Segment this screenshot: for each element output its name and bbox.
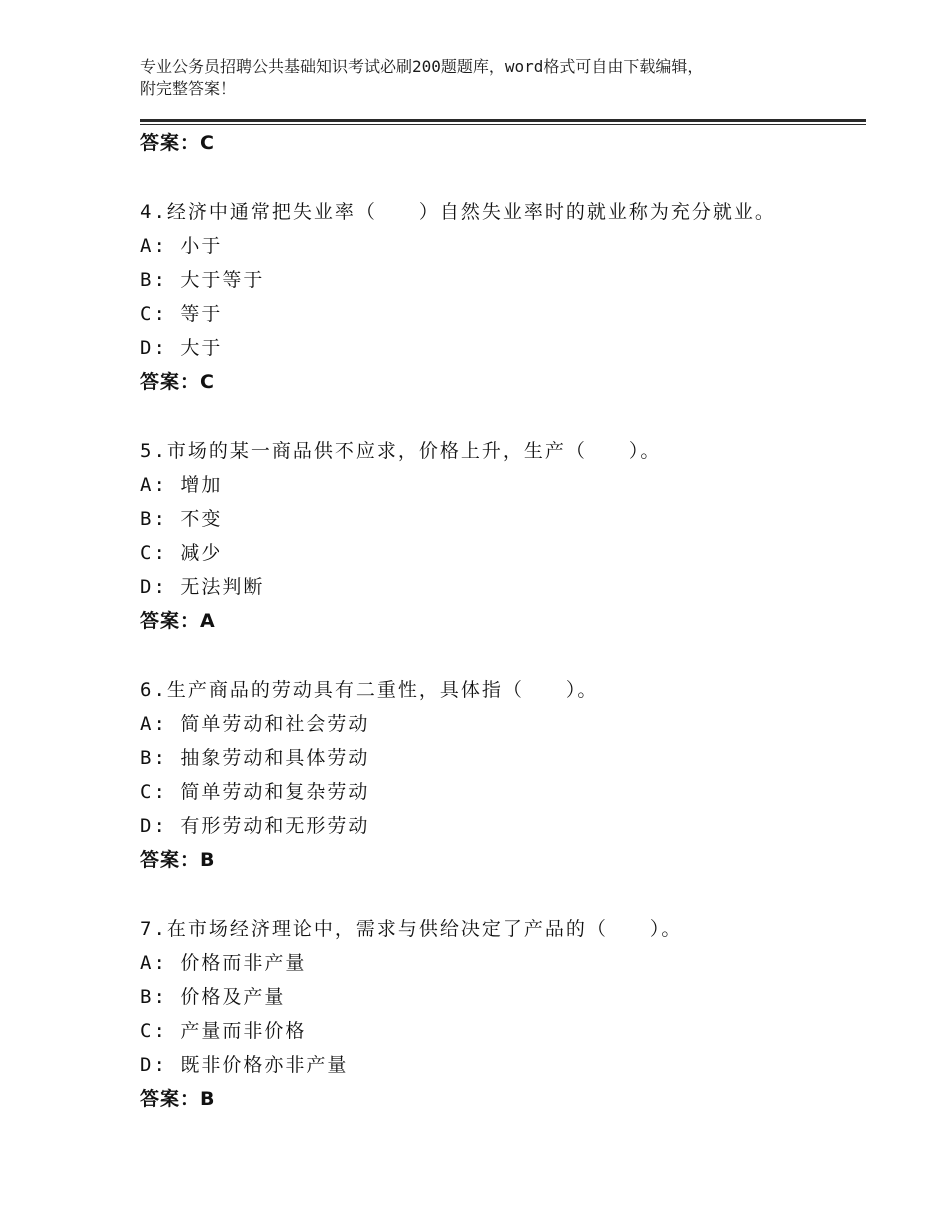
answer-line bbox=[140, 131, 215, 155]
option-a: A: 价格而非产量 bbox=[140, 952, 307, 974]
answer-label: 答案： bbox=[140, 610, 201, 632]
option-b: B: 抽象劳动和具体劳动 bbox=[140, 747, 370, 769]
answer-value: C bbox=[200, 371, 215, 393]
answer-value: B bbox=[200, 1088, 216, 1110]
header-divider-thick bbox=[140, 119, 866, 122]
header-line-2: 附完整答案！ bbox=[140, 79, 237, 98]
header-divider-thin bbox=[140, 124, 866, 125]
answer-label: 答案： bbox=[140, 371, 201, 393]
question-stem: 7.在市场经济理论中，需求与供给决定了产品的（ ）。 bbox=[140, 918, 683, 940]
option-b: B: 大于等于 bbox=[140, 269, 265, 291]
option-a: A: 小于 bbox=[140, 235, 223, 257]
question-stem: 6.生产商品的劳动具有二重性，具体指（ ）。 bbox=[140, 679, 599, 701]
document-header bbox=[140, 56, 830, 100]
answer-value: A bbox=[200, 610, 216, 632]
header-line-1: 专业公务员招聘公共基础知识考试必刷200题题库，word格式可自由下载编辑， bbox=[140, 57, 704, 76]
option-d: D: 有形劳动和无形劳动 bbox=[140, 815, 370, 837]
option-c: C: 减少 bbox=[140, 542, 223, 564]
answer-value: B bbox=[200, 849, 216, 871]
answer-line bbox=[140, 609, 216, 633]
question-stem: 5.市场的某一商品供不应求，价格上升，生产（ ）。 bbox=[140, 440, 662, 462]
option-b: B: 不变 bbox=[140, 508, 223, 530]
option-b: B: 价格及产量 bbox=[140, 986, 286, 1008]
option-d: D: 既非价格亦非产量 bbox=[140, 1054, 349, 1076]
option-d: D: 无法判断 bbox=[140, 576, 265, 598]
answer-label: 答案： bbox=[140, 849, 201, 871]
answer-line bbox=[140, 370, 215, 394]
question-stem: 4.经济中通常把失业率（ ）自然失业率时的就业称为充分就业。 bbox=[140, 201, 776, 223]
option-c: C: 等于 bbox=[140, 303, 223, 325]
answer-line bbox=[140, 848, 216, 872]
answer-label: 答案： bbox=[140, 132, 201, 154]
option-d: D: 大于 bbox=[140, 337, 223, 359]
answer-line bbox=[140, 1087, 216, 1111]
answer-value: C bbox=[200, 132, 215, 154]
option-a: A: 增加 bbox=[140, 474, 223, 496]
option-c: C: 产量而非价格 bbox=[140, 1020, 307, 1042]
answer-label: 答案： bbox=[140, 1088, 201, 1110]
option-a: A: 简单劳动和社会劳动 bbox=[140, 713, 370, 735]
option-c: C: 简单劳动和复杂劳动 bbox=[140, 781, 370, 803]
